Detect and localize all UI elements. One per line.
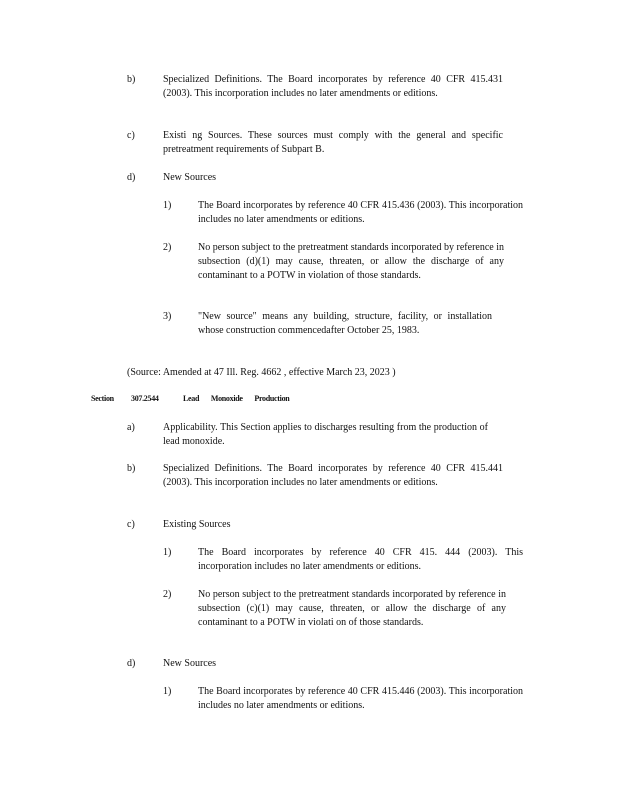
item-label: c) bbox=[127, 130, 135, 141]
item-label: c) bbox=[127, 519, 135, 530]
item-label: b) bbox=[127, 463, 136, 474]
item-label: 1) bbox=[163, 547, 172, 558]
item-text: New Sources bbox=[163, 658, 217, 669]
item-label: 1) bbox=[163, 200, 172, 211]
item-text: Specialized Definitions. The Board incorporates by reference 40 CFR 415.441 (2003). This incorporation includes no later amendments or editions. bbox=[163, 463, 503, 488]
item-text: The Board incorporates by reference 40 CFR 415. 444 (2003). This incorporation includes no later amendments or editions. bbox=[198, 547, 523, 572]
item-text: No person subject to the pretreatment standards incorporated by reference in subsection (c)(1) may cause, threaten, or allow the discharge of any contaminant to a POTW in violati on of those standards. bbox=[198, 589, 506, 628]
item-text: Existi ng Sources. These sources must comply with the general and specific pretreatment requirements of Subpart B. bbox=[163, 130, 503, 155]
item-text: Specialized Definitions. The Board incorporates by reference 40 CFR 415.431 (2003). This incorporation includes no later amendments or editions. bbox=[163, 74, 503, 99]
item-text: The Board incorporates by reference 40 CFR 415.446 (2003). This incorporation includes no later amendments or editions. bbox=[198, 686, 523, 711]
section-word: Section bbox=[91, 394, 114, 403]
item-text: New Sources bbox=[163, 172, 217, 183]
section-number: 307.2544 bbox=[131, 394, 159, 403]
item-text: Applicability. This Section applies to discharges resulting from the production of lead monoxide. bbox=[163, 422, 488, 447]
item-label: 2) bbox=[163, 242, 172, 253]
item-text: The Board incorporates by reference 40 CFR 415.436 (2003). This incorporation includes no later amendments or editions. bbox=[198, 200, 523, 225]
item-label: a) bbox=[127, 422, 135, 433]
item-label: d) bbox=[127, 658, 136, 669]
item-text: "New source" means any building, structure, facility, or installation whose construction commencedafter October 25, 1983. bbox=[198, 311, 492, 336]
item-text: No person subject to the pretreatment standards incorporated by reference in subsection (d)(1) may cause, threaten, or allow the discharge of any contaminant to a POTW in violation of those standards. bbox=[198, 242, 504, 281]
item-label: 1) bbox=[163, 686, 172, 697]
item-text: Existing Sources bbox=[163, 519, 231, 530]
source-note: (Source: Amended at 47 Ill. Reg. 4662 , effective March 23, 2023 ) bbox=[127, 367, 396, 378]
item-label: 2) bbox=[163, 589, 172, 600]
item-label: b) bbox=[127, 74, 136, 85]
item-label: d) bbox=[127, 172, 136, 183]
item-label: 3) bbox=[163, 311, 172, 322]
section-title: Lead Monoxide Production bbox=[183, 394, 290, 403]
